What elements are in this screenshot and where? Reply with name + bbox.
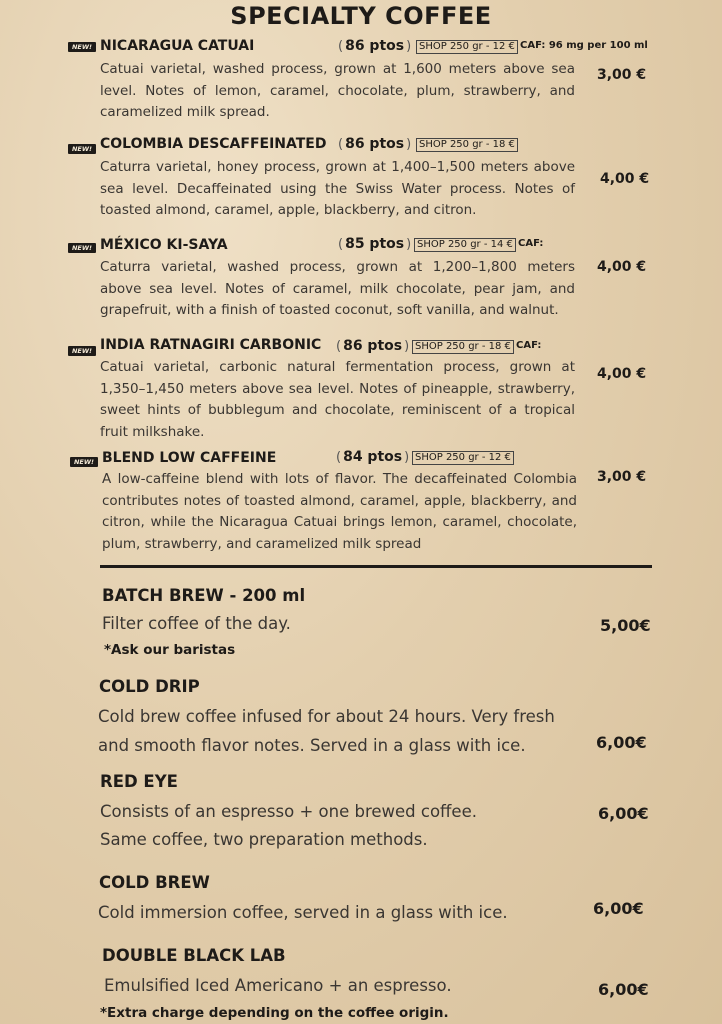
shop-price: SHOP 250 gr - 18 € xyxy=(412,340,514,354)
new-badge: NEW! xyxy=(68,144,96,154)
drink-description: Same coffee, two preparation methods. xyxy=(100,830,428,849)
new-badge: NEW! xyxy=(68,243,96,253)
coffee-score: ( 86 ptos ) xyxy=(338,136,411,152)
coffee-description: Catuai varietal, carbonic natural fermentation process, grown at 1,350–1,450 meters above sea level. Notes of pineapple, strawberry, sweet hints of bubblegum and chocolate, reminiscent of a tropical fruit milkshake. xyxy=(100,359,575,440)
shop-price: SHOP 250 gr - 12 € xyxy=(412,451,514,465)
coffee-name: BLEND LOW CAFFEINE xyxy=(102,450,277,466)
drink-price: 6,00€ xyxy=(598,980,649,999)
drink-description: Consists of an espresso + one brewed coffee. xyxy=(100,802,477,821)
drink-description: Emulsified Iced Americano + an espresso. xyxy=(104,976,452,995)
coffee-score: ( 85 ptos ) xyxy=(338,236,411,252)
drink-name: BATCH BREW - 200 ml xyxy=(102,586,306,605)
shop-price: SHOP 250 gr - 12 € xyxy=(416,40,518,54)
drink-note: *Extra charge depending on the coffee origin. xyxy=(100,1005,449,1021)
drink-price: 6,00€ xyxy=(598,804,649,823)
drink-description: Cold brew coffee infused for about 24 hours. Very fresh xyxy=(98,707,555,726)
drink-price: 6,00€ xyxy=(593,899,644,918)
coffee-name: INDIA RATNAGIRI CARBONIC xyxy=(100,337,322,353)
coffee-price: 3,00 € xyxy=(597,67,647,83)
coffee-score: ( 86 ptos ) xyxy=(338,38,411,54)
coffee-price: 4,00 € xyxy=(600,171,650,187)
drink-name: COLD BREW xyxy=(99,873,210,892)
new-badge: NEW! xyxy=(68,346,96,356)
new-badge: NEW! xyxy=(70,457,98,467)
drink-price: 5,00€ xyxy=(600,616,651,635)
new-badge: NEW! xyxy=(68,42,96,52)
coffee-name: MÉXICO KI-SAYA xyxy=(100,237,228,253)
coffee-description: Caturra varietal, washed process, grown at 1,200–1,800 meters above sea level. Notes of caramel, milk chocolate, pear jam, and grapefruit, with a finish of toasted coconut, soft vanilla, and walnut. xyxy=(100,259,575,318)
coffee-price: 3,00 € xyxy=(597,469,647,485)
coffee-price: 4,00 € xyxy=(597,259,647,275)
caffeine-info: CAF: xyxy=(516,340,542,351)
section-divider xyxy=(100,565,652,568)
coffee-score: ( 84 ptos ) xyxy=(336,449,409,465)
coffee-score: ( 86 ptos ) xyxy=(336,338,409,354)
coffee-name: COLOMBIA DESCAFFEINATED xyxy=(100,136,327,152)
shop-price: SHOP 250 gr - 18 € xyxy=(416,138,518,152)
coffee-name: NICARAGUA CATUAI xyxy=(100,38,255,54)
coffee-description: Caturra varietal, honey process, grown at 1,400–1,500 meters above sea level. Decaffeinated using the Swiss Water process. Notes of toasted almond, caramel, apple, blackberry, and citron. xyxy=(100,159,575,218)
caffeine-info: CAF: 96 mg per 100 ml xyxy=(520,40,648,51)
drink-note: *Ask our baristas xyxy=(104,642,236,658)
coffee-price: 4,00 € xyxy=(597,366,647,382)
caffeine-info: CAF: xyxy=(518,238,544,249)
coffee-description: Catuai varietal, washed process, grown at 1,600 meters above sea level. Notes of lemon, caramel, chocolate, plum, strawberry, and caramelized milk spread. xyxy=(100,61,575,120)
drink-description: and smooth flavor notes. Served in a glass with ice. xyxy=(98,736,526,755)
drink-name: RED EYE xyxy=(100,772,178,791)
drink-name: COLD DRIP xyxy=(99,677,200,696)
shop-price: SHOP 250 gr - 14 € xyxy=(414,238,516,252)
drink-price: 6,00€ xyxy=(596,733,647,752)
page-title: SPECIALTY COFFEE xyxy=(230,2,492,30)
drink-name: DOUBLE BLACK LAB xyxy=(102,946,286,965)
drink-description: Cold immersion coffee, served in a glass with ice. xyxy=(98,903,508,922)
coffee-description: A low-caffeine blend with lots of flavor. The decaffeinated Colombia contributes notes of toasted almond, caramel, apple, blackberry, and citron, while the Nicaragua Catuai brings lemon, caramel, chocolate, plum, strawberry, and caramelized milk spread xyxy=(102,471,577,552)
drink-description: Filter coffee of the day. xyxy=(102,614,291,633)
